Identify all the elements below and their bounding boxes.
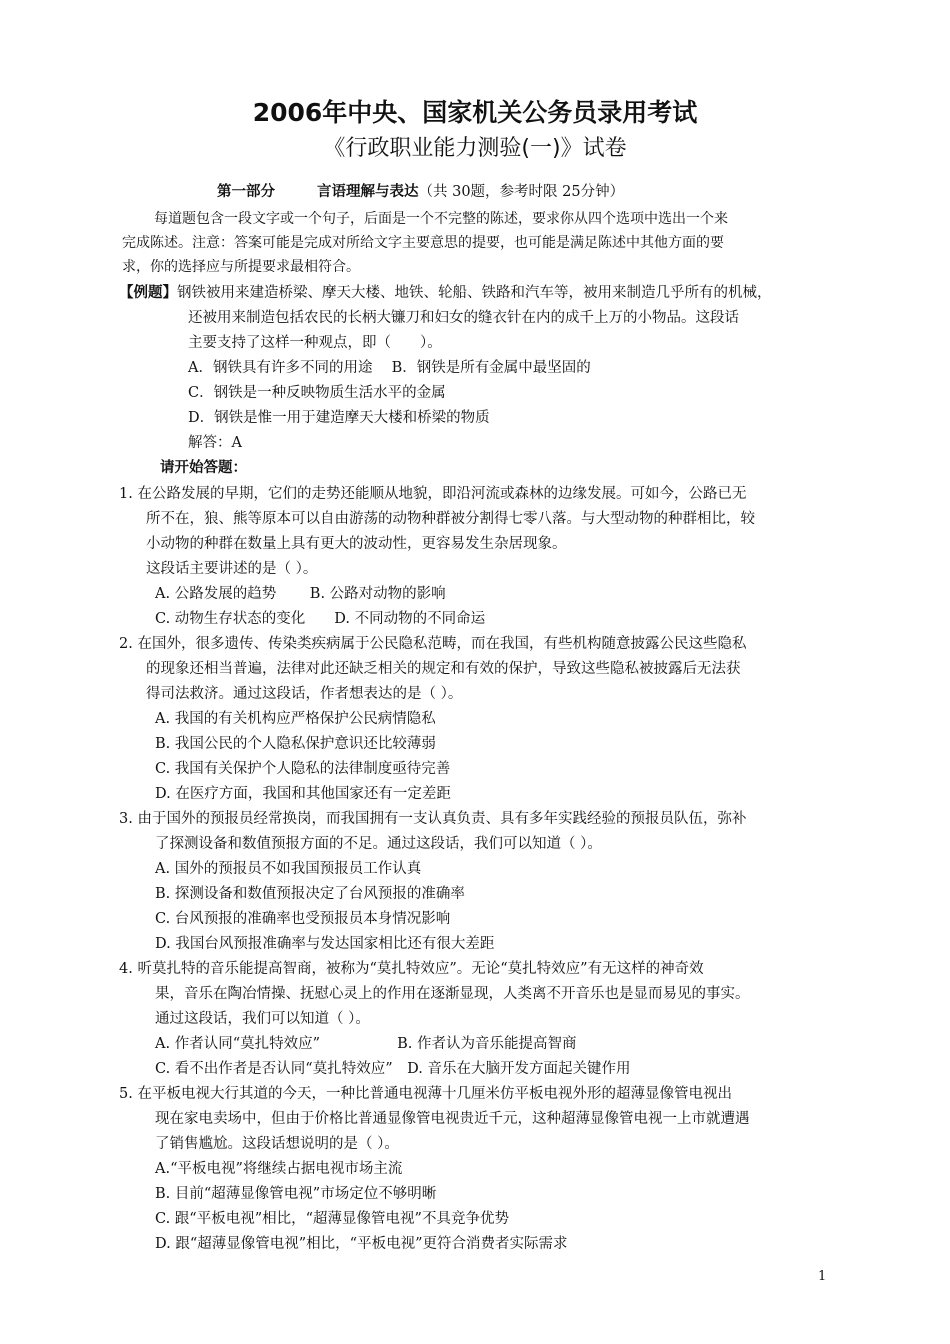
example-text: 主要支持了这样一种观点，即（ ）。 bbox=[188, 335, 442, 351]
example-label: 【例题】 bbox=[119, 284, 177, 301]
question-1-stem: 所不在，狼、熊等原本可以自由游荡的动物种群被分割得七零八落。与大型动物的种群相比，较 bbox=[146, 511, 755, 527]
section-note: （共 30题，参考时限 25分钟） bbox=[418, 184, 625, 200]
question-3-stem: 3. 由于国外的预报员经常换岗，而我国拥有一支认真负责、具有多年实践经验的预报员队伍，弥补 bbox=[119, 811, 747, 827]
question-4-stem: 4. 听莫扎特的音乐能提高智商，被称为“莫扎特效应”。无论“莫扎特效应”有无这样的神奇效 bbox=[119, 961, 704, 977]
example-text: 还被用来制造包括农民的长柄大镰刀和妇女的缝衣针在内的成千上万的小物品。这段话 bbox=[188, 310, 739, 326]
question-5-option: B. 目前“超薄显像管电视”市场定位不够明晰 bbox=[155, 1186, 437, 1202]
question-3-stem: 了探测设备和数值预报方面的不足。通过这段话，我们可以知道（ ）。 bbox=[155, 836, 602, 852]
question-1-option: A. 公路发展的趋势 B. 公路对动物的影响 bbox=[155, 586, 446, 602]
question-3-option: B. 探测设备和数值预报决定了台风预报的准确率 bbox=[155, 886, 465, 902]
question-3-option: A. 国外的预报员不如我国预报员工作认真 bbox=[155, 861, 422, 877]
exam-subtitle: 《行政职业能力测验(一)》试卷 bbox=[323, 136, 627, 161]
question-2-stem: 得司法救济。通过这段话，作者想表达的是（ ）。 bbox=[146, 686, 463, 702]
example-text: 钢铁被用来建造桥梁、摩天大楼、地铁、轮船、铁路和汽车等，被用来制造几乎所有的机械， bbox=[177, 285, 772, 301]
question-1-stem: 1. 在公路发展的早期，它们的走势还能顺从地貌，即沿河流或森林的边缘发展。可如今，公路已无 bbox=[119, 486, 747, 502]
example-answer: 解答：A bbox=[188, 435, 242, 451]
question-2-option: D. 在医疗方面，我国和其他国家还有一定差距 bbox=[155, 786, 451, 802]
example-option: A．钢铁具有许多不同的用途 B．钢铁是所有金属中最坚固的 bbox=[188, 360, 591, 376]
question-2-stem: 的现象还相当普遍，法律对此还缺乏相关的规定和有效的保护，导致这些隐私被披露后无法获 bbox=[146, 661, 741, 677]
question-4-option: C. 看不出作者是否认同“莫扎特效应” D. 音乐在大脑开发方面起关键作用 bbox=[155, 1061, 631, 1077]
question-5-option: A.“平板电视”将继续占据电视市场主流 bbox=[155, 1161, 403, 1177]
question-2-option: A. 我国的有关机构应严格保护公民病情隐私 bbox=[155, 711, 436, 727]
question-3-option: D. 我国台风预报准确率与发达国家相比还有很大差距 bbox=[155, 936, 495, 952]
example-first-line bbox=[119, 282, 772, 304]
question-4-option: A. 作者认同“莫扎特效应” B. 作者认为音乐能提高智商 bbox=[155, 1036, 577, 1052]
question-5-stem: 现在家电卖场中，但由于价格比普通显像管电视贵近千元，这种超薄显像管电视一上市就遭遇 bbox=[155, 1111, 750, 1127]
question-4-stem: 通过这段话，我们可以知道（ ）。 bbox=[155, 1011, 370, 1027]
instruction-line: 完成陈述。注意：答案可能是完成对所给文字主要意思的提要，也可能是满足陈述中其他方面的要 bbox=[122, 235, 724, 251]
question-5-stem: 了销售尴尬。这段话想说明的是（ ）。 bbox=[155, 1136, 399, 1152]
question-1-stem: 小动物的种群在数量上具有更大的波动性，更容易发生杂居现象。 bbox=[146, 536, 567, 552]
example-option: D．钢铁是惟一用于建造摩天大楼和桥梁的物质 bbox=[188, 410, 490, 426]
question-5-option: C. 跟“平板电视”相比，“超薄显像管电视”不具竞争优势 bbox=[155, 1211, 509, 1227]
section-name: 第一部分 bbox=[217, 183, 275, 200]
start-prompt: 请开始答题： bbox=[160, 459, 247, 476]
section-topic: 言语理解与表达 bbox=[317, 183, 419, 200]
question-4-stem: 果，音乐在陶冶情操、抚慰心灵上的作用在逐渐显现，人类离不开音乐也是显而易见的事实。 bbox=[155, 986, 750, 1002]
question-5-stem: 5. 在平板电视大行其道的今天，一种比普通电视薄十几厘米仿平板电视外形的超薄显像管电视出 bbox=[119, 1086, 732, 1102]
instruction-line: 求，你的选择应与所提要求最相符合。 bbox=[122, 259, 360, 275]
question-2-option: B. 我国公民的个人隐私保护意识还比较薄弱 bbox=[155, 736, 436, 752]
exam-title: 2006年中央、国家机关公务员录用考试 bbox=[252, 98, 698, 127]
question-2-stem: 2. 在国外，很多遗传、传染类疾病属于公民隐私范畴，而在我国，有些机构随意披露公民这些隐私 bbox=[119, 636, 747, 652]
example-option: C．钢铁是一种反映物质生活水平的金属 bbox=[188, 385, 446, 401]
section-heading bbox=[217, 181, 624, 203]
page-number: 1 bbox=[818, 1269, 827, 1284]
question-1-stem: 这段话主要讲述的是（ ）。 bbox=[146, 561, 318, 577]
question-5-option: D. 跟“超薄显像管电视”相比，“平板电视”更符合消费者实际需求 bbox=[155, 1236, 568, 1252]
instruction-line: 每道题包含一段文字或一个句子，后面是一个不完整的陈述，要求你从四个选项中选出一个来 bbox=[154, 211, 728, 227]
question-2-option: C. 我国有关保护个人隐私的法律制度亟待完善 bbox=[155, 761, 451, 777]
question-1-option: C. 动物生存状态的变化 D. 不同动物的不同命运 bbox=[155, 611, 486, 627]
question-3-option: C. 台风预报的准确率也受预报员本身情况影响 bbox=[155, 911, 451, 927]
